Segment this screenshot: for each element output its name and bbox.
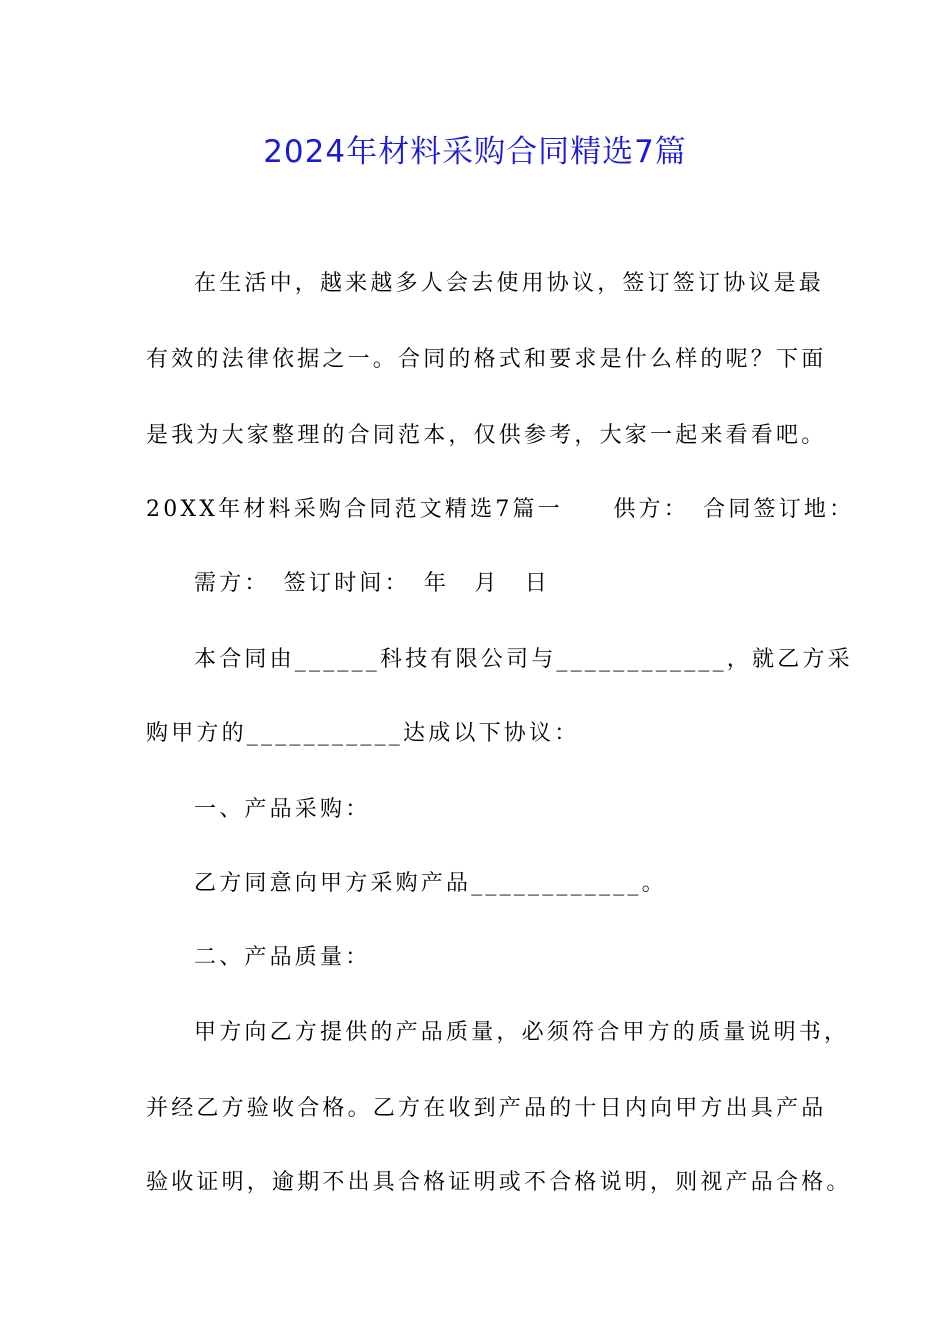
- section-heading: 一、产品采购：: [194, 797, 371, 822]
- paragraph-line: 购甲方的___________达成以下协议：: [146, 721, 580, 746]
- paragraph-line: 有效的法律依据之一。合同的格式和要求是什么样的呢？下面: [146, 347, 827, 372]
- paragraph-line: 是我为大家整理的合同范本，仅供参考，大家一起来看看吧。: [146, 423, 827, 448]
- paragraph-line: 乙方同意向甲方采购产品____________。: [194, 871, 667, 896]
- paragraph-line: 验收证明，逾期不出具合格证明或不合格说明，则视产品合格。: [146, 1170, 852, 1195]
- paragraph-line: 20XX年材料采购合同范文精选7篇一 供方： 合同签订地：: [146, 497, 855, 522]
- paragraph-line: 本合同由______科技有限公司与____________，就乙方采: [194, 647, 853, 672]
- section-heading: 二、产品质量：: [194, 945, 371, 970]
- document-title: 2024年材料采购合同精选7篇: [263, 134, 687, 170]
- paragraph-line: 并经乙方验收合格。乙方在收到产品的十日内向甲方出具产品: [146, 1096, 827, 1121]
- paragraph-line: 需方： 签订时间： 年 月 日: [194, 571, 551, 596]
- paragraph-line: 甲方向乙方提供的产品质量，必须符合甲方的质量说明书，: [194, 1020, 850, 1045]
- paragraph-line: 在生活中，越来越多人会去使用协议，签订签订协议是最: [194, 271, 825, 296]
